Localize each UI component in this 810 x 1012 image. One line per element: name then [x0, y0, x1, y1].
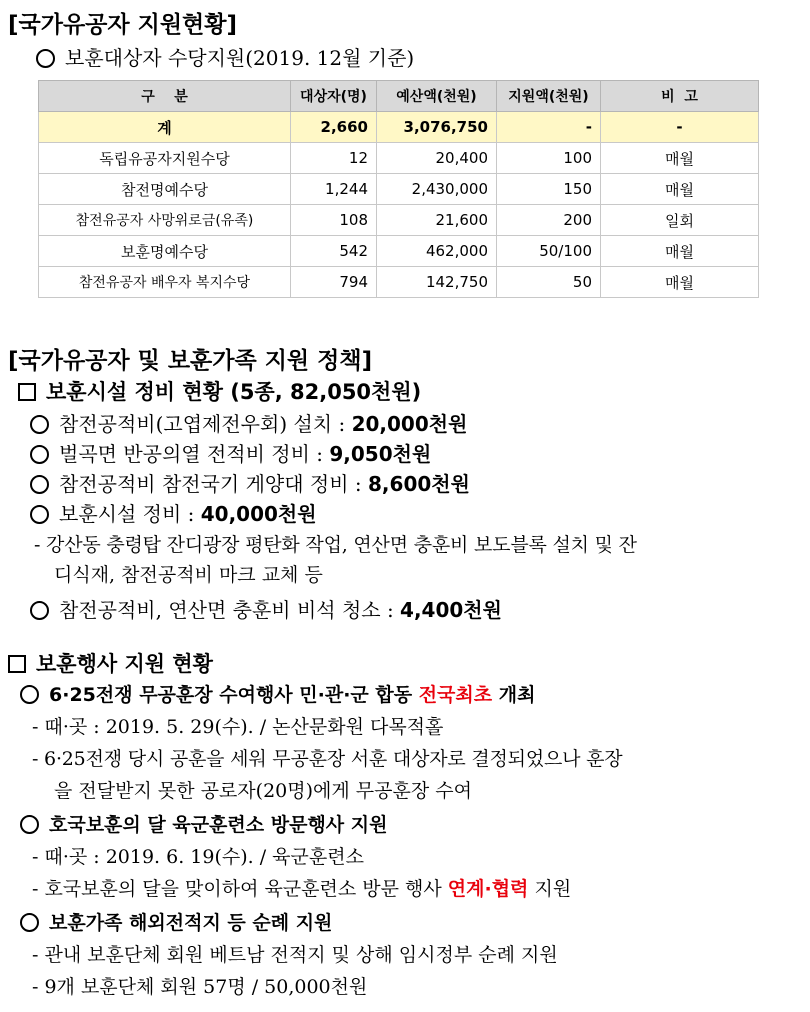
- row-budget: 142,750: [377, 267, 497, 298]
- table-row: [39, 174, 759, 205]
- table-row: [39, 236, 759, 267]
- row-category: 참전명예수당: [39, 174, 291, 205]
- circle-bullet-icon: [20, 913, 39, 932]
- facility-detail-line2: 디식재, 참전공적비 마크 교체 등: [54, 564, 323, 586]
- square-bullet-icon: [18, 383, 36, 401]
- circle-bullet-icon: [30, 445, 49, 464]
- event2-desc: [32, 874, 571, 901]
- event3-desc-line2: - 9개 보훈단체 회원 57명 / 50,000천원: [32, 976, 368, 998]
- item-amount: 9,050천원: [329, 442, 432, 466]
- section2-heading: [국가유공자 및 보훈가족 지원 정책]: [8, 348, 373, 374]
- facility-title-text: 보훈시설 정비 현황 (5종, 82,050천원): [46, 380, 422, 404]
- total-label: 계: [39, 112, 291, 143]
- table-row: [39, 267, 759, 298]
- circle-bullet-icon: [30, 505, 49, 524]
- row-budget: 20,400: [377, 143, 497, 174]
- event2-desc-suffix: 지원: [528, 878, 572, 900]
- row-note: 매월: [601, 143, 759, 174]
- item-text: 참전공적비(고엽제전우회) 설치 :: [59, 412, 352, 436]
- event1-when: - 때·곳 : 2019. 5. 29(수). / 논산문화원 다목적홀: [32, 716, 444, 738]
- event1-title-suffix: 개최: [492, 684, 536, 706]
- event2-desc-text: - 호국보훈의 달을 맞이하여 육군훈련소 방문 행사: [32, 878, 448, 900]
- item-text: 참전공적비, 연산면 충훈비 비석 청소 :: [59, 598, 401, 622]
- square-bullet-icon: [8, 655, 26, 673]
- event3-title: [20, 908, 332, 935]
- header-category: 구 분: [39, 81, 291, 112]
- item-text: 참전공적비 참전국기 게양대 정비 :: [59, 472, 369, 496]
- event2-highlight: 연계·협력: [447, 878, 529, 900]
- total-budget: 3,076,750: [377, 112, 497, 143]
- event1-desc-line2: 을 전달받지 못한 공로자(20명)에게 무공훈장 수여: [54, 780, 472, 802]
- item-amount: 8,600천원: [368, 472, 470, 496]
- item-amount: 4,400천원: [400, 598, 502, 622]
- facility-item: [30, 408, 467, 437]
- item-text: 벌곡면 반공의열 전적비 정비 :: [59, 442, 330, 466]
- event3-title-text: 보훈가족 해외전적지 등 순례 지원: [49, 912, 333, 934]
- item-amount: 40,000천원: [200, 502, 317, 526]
- event2-title: [20, 810, 387, 837]
- row-category: 참전유공자 배우자 복지수당: [39, 267, 291, 298]
- row-category: 참전유공자 사망위로금(유족): [39, 205, 291, 236]
- row-support: 200: [497, 205, 601, 236]
- facility-title: [18, 376, 421, 406]
- total-support: -: [497, 112, 601, 143]
- table-total-row: [39, 112, 759, 143]
- events-title-text: 보훈행사 지원 현황: [36, 652, 213, 676]
- item-amount: 20,000천원: [351, 412, 468, 436]
- event1-title: [20, 680, 535, 707]
- facility-item: [30, 468, 470, 497]
- table-row: [39, 143, 759, 174]
- section1-heading: [국가유공자 지원현황]: [8, 12, 237, 38]
- event2-when: - 때·곳 : 2019. 6. 19(수). / 육군훈련소: [32, 846, 364, 868]
- row-recipients: 12: [291, 143, 377, 174]
- event1-highlight: 전국최초: [418, 684, 493, 706]
- event1-title-text: 6·25전쟁 무공훈장 수여행사 민·관·군 합동: [49, 684, 419, 706]
- row-note: 매월: [601, 236, 759, 267]
- facility-detail-line1: - 강산동 충령탑 잔디광장 평탄화 작업, 연산면 충훈비 보도블록 설치 및 잔: [34, 534, 637, 556]
- section1-subheading: [36, 42, 414, 71]
- facility-item: [30, 498, 317, 527]
- row-category: 독립유공자지원수당: [39, 143, 291, 174]
- row-recipients: 794: [291, 267, 377, 298]
- row-recipients: 1,244: [291, 174, 377, 205]
- circle-bullet-icon: [30, 475, 49, 494]
- table-header-row: [39, 81, 759, 112]
- total-recipients: 2,660: [291, 112, 377, 143]
- row-category: 보훈명예수당: [39, 236, 291, 267]
- row-note: 매월: [601, 174, 759, 205]
- events-title: [8, 648, 213, 678]
- row-recipients: 108: [291, 205, 377, 236]
- header-note: 비 고: [601, 81, 759, 112]
- facility-item: [30, 438, 431, 467]
- event1-desc-line1: - 6·25전쟁 당시 공훈을 세워 무공훈장 서훈 대상자로 결정되었으나 훈장: [32, 748, 623, 770]
- event2-title-text: 호국보훈의 달 육군훈련소 방문행사 지원: [49, 814, 388, 836]
- row-support: 150: [497, 174, 601, 205]
- circle-bullet-icon: [30, 415, 49, 434]
- row-budget: 462,000: [377, 236, 497, 267]
- item-text: 보훈시설 정비 :: [59, 502, 201, 526]
- total-note: -: [601, 112, 759, 143]
- subheading-text: 보훈대상자 수당지원(2019. 12월 기준): [65, 46, 415, 70]
- row-support: 50/100: [497, 236, 601, 267]
- header-budget: 예산액(천원): [377, 81, 497, 112]
- circle-bullet-icon: [20, 685, 39, 704]
- row-support: 50: [497, 267, 601, 298]
- event3-desc-line1: - 관내 보훈단체 회원 베트남 전적지 및 상해 임시정부 순례 지원: [32, 944, 558, 966]
- header-support-amount: 지원액(천원): [497, 81, 601, 112]
- row-support: 100: [497, 143, 601, 174]
- header-recipients: 대상자(명): [291, 81, 377, 112]
- circle-bullet-icon: [20, 815, 39, 834]
- table-row: [39, 205, 759, 236]
- row-budget: 21,600: [377, 205, 497, 236]
- support-table: [38, 80, 759, 298]
- facility-item: [30, 594, 502, 623]
- circle-bullet-icon: [30, 601, 49, 620]
- row-note: 매월: [601, 267, 759, 298]
- circle-bullet-icon: [36, 49, 55, 68]
- row-budget: 2,430,000: [377, 174, 497, 205]
- row-note: 일회: [601, 205, 759, 236]
- row-recipients: 542: [291, 236, 377, 267]
